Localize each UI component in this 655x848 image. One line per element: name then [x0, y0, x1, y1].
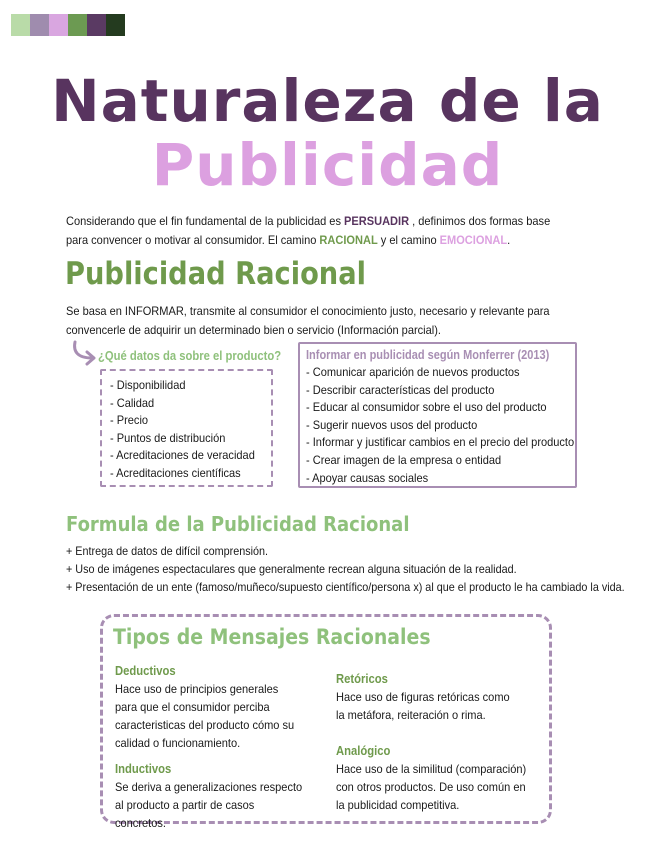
- racional-keyword: RACIONAL: [319, 233, 378, 247]
- datos-box: [100, 369, 273, 487]
- analogico-block: [336, 742, 546, 814]
- intro-paragraph: [66, 212, 563, 250]
- monferrer-title: Informar en publicidad según Monferrer (2013): [306, 348, 550, 362]
- list-item: - Apoyar causas sociales: [306, 470, 429, 485]
- swatch-2: [30, 14, 49, 36]
- retoricos-body: Hace uso de figuras retóricas como la metáfora, reiteración o rima.: [336, 690, 510, 722]
- swatch-5: [87, 14, 106, 36]
- deductivos-block: [115, 662, 315, 752]
- list-item: - Crear imagen de la empresa o entidad: [306, 452, 502, 467]
- list-item: - Educar al consumidor sobre el uso del producto: [306, 400, 547, 415]
- list-item: - Puntos de distribución: [110, 430, 226, 445]
- swatch-4: [68, 14, 87, 36]
- intro-text-1: Considerando que el fin fundamental de la publicidad es: [66, 214, 345, 228]
- racional-paragraph: Se basa en INFORMAR, transmite al consumidor el conocimiento justo, necesario y relevante para convencerle de adquirir un determinado bien o servicio (Información parcial).: [66, 304, 550, 337]
- list-item: - Calidad: [110, 395, 155, 410]
- section-heading-tipos: Tipos de Mensajes Racionales: [113, 625, 431, 649]
- list-item: - Acreditaciones de veracidad: [110, 448, 255, 463]
- deductivos-title: Deductivos: [115, 664, 176, 678]
- swatch-1: [11, 14, 30, 36]
- list-item: - Acreditaciones científicas: [110, 465, 241, 480]
- datos-list: [110, 377, 271, 483]
- list-item: + Presentación de un ente (famoso/muñeco/supuesto científico/persona x) al que el producto le ha cambiado la vida.: [66, 580, 625, 594]
- intro-text-3: y el camino: [377, 233, 440, 247]
- list-item: - Precio: [110, 413, 149, 428]
- list-item: - Informar y justificar cambios en el precio del producto: [306, 435, 575, 450]
- inductivos-body: Se deriva a generalizaciones respecto al producto a partir de casos concretos.: [115, 780, 303, 830]
- swatch-3: [49, 14, 68, 36]
- list-item: + Uso de imágenes espectaculares que generalmente recrean alguna situación de la realidad.: [66, 562, 517, 576]
- page-subtitle: Publicidad: [151, 131, 504, 199]
- list-item: - Comunicar aparición de nuevos productos: [306, 365, 520, 379]
- page-title: Naturaleza de la: [51, 67, 604, 135]
- deductivos-body: Hace uso de principios generales para que el consumidor perciba caracteristicas del producto cómo su calidad o funcionamiento.: [115, 682, 295, 750]
- swatch-6: [106, 14, 125, 36]
- list-item: - Describir características del producto: [306, 382, 495, 397]
- list-item: - Sugerir nuevos usos del producto: [306, 417, 478, 432]
- monferrer-list: [306, 364, 575, 487]
- monferrer-box: [298, 342, 577, 488]
- curved-arrow-icon: [70, 340, 100, 366]
- persuadir-keyword: PERSUADIR: [344, 214, 410, 228]
- analogico-title: Analógico: [336, 744, 391, 758]
- retoricos-block: [336, 670, 536, 724]
- datos-question: ¿Qué datos da sobre el producto?: [98, 349, 282, 363]
- section-heading-racional: Publicidad Racional: [65, 256, 366, 292]
- inductivos-block: [115, 760, 320, 832]
- intro-text-2: , definimos dos formas base para convencer o motivar al consumidor. El camino: [66, 214, 551, 247]
- intro-text-4: .: [507, 233, 511, 247]
- section-heading-formula: Formula de la Publicidad Racional: [66, 512, 410, 536]
- emocional-keyword: EMOCIONAL: [439, 233, 508, 247]
- color-palette: [11, 14, 125, 36]
- formula-list: [66, 542, 655, 596]
- retoricos-title: Retóricos: [336, 672, 388, 686]
- inductivos-title: Inductivos: [115, 762, 172, 776]
- list-item: - Disponibilidad: [110, 378, 186, 392]
- analogico-body: Hace uso de la similitud (comparación) con otros productos. De uso común en la publicidad competitiva.: [336, 762, 527, 812]
- list-item: + Entrega de datos de difícil comprensión.: [66, 544, 269, 558]
